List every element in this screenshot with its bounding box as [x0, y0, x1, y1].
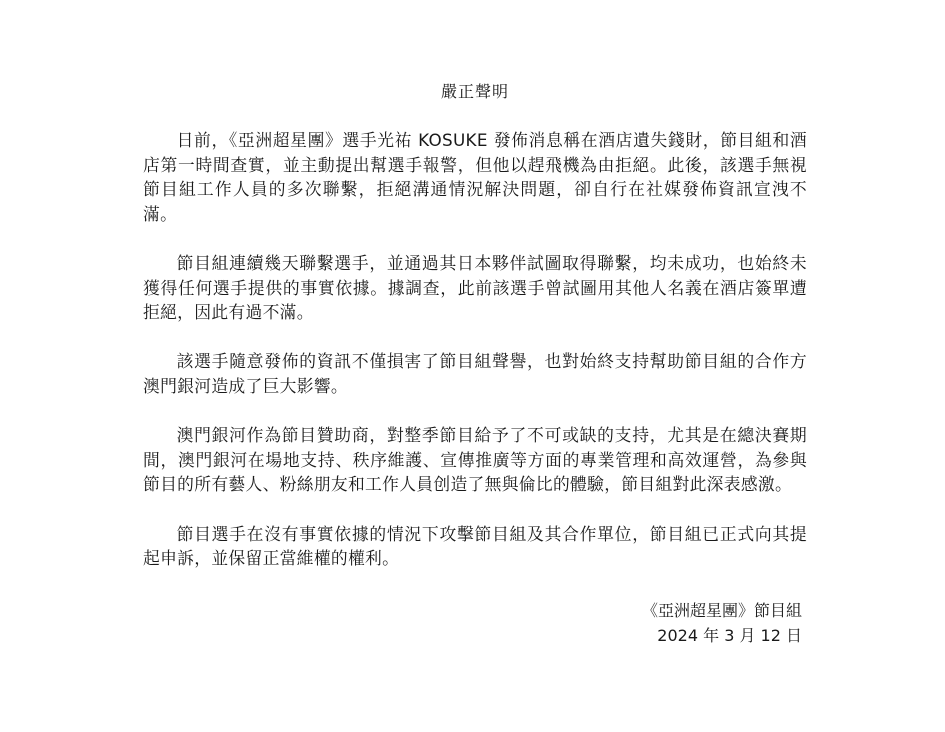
document-title: 嚴正聲明	[440, 82, 509, 101]
paragraph-3: 該選手隨意發佈的資訊不僅損害了節目組聲譽，也對始終支持幫助節目組的合作方澳門銀河造成了巨大影響。	[143, 351, 807, 396]
signature-organization: 《亞洲超星團》節目組	[641, 601, 802, 620]
paragraph-5: 節目選手在沒有事實依據的情況下攻擊節目組及其合作單位，節目組已正式向其提起申訴，並保留正當維權的權利。	[143, 523, 807, 569]
signature-date: 2024 年 3 月 12 日	[657, 626, 802, 645]
statement-document	[143, 80, 807, 595]
paragraph-2: 節目組連續幾天聯繫選手，並通過其日本夥伴試圖取得聯繫，均未成功，也始終未獲得任何選手提供的事實依據。據調查，此前該選手曾試圖用其他人名義在酒店簽單遭拒絕，因此有過不滿。	[143, 252, 807, 323]
signature-block	[642, 598, 802, 648]
paragraph-4: 澳門銀河作為節目贊助商，對整季節目給予了不可或缺的支持，尤其是在總決賽期間，澳門銀河在場地支持、秩序維護、宣傳推廣等方面的專業管理和高效運營，為參與節目的所有藝人、粉絲朋友和工作人員创造了無與倫比的體驗，節目組對此深表感激。	[143, 425, 807, 495]
paragraph-1: 日前，《亞洲超星團》選手光祐 KOSUKE 發佈消息稱在酒店遺失錢財，節目組和酒店第一時間查實，並主動提出幫選手報警，但他以趕飛機為由拒絕。此後，該選手無視節目組工作人員的多次聯繫，拒絕溝通情況解決問題，卻自行在社媒發佈資訊宣洩不滿。	[143, 130, 807, 224]
